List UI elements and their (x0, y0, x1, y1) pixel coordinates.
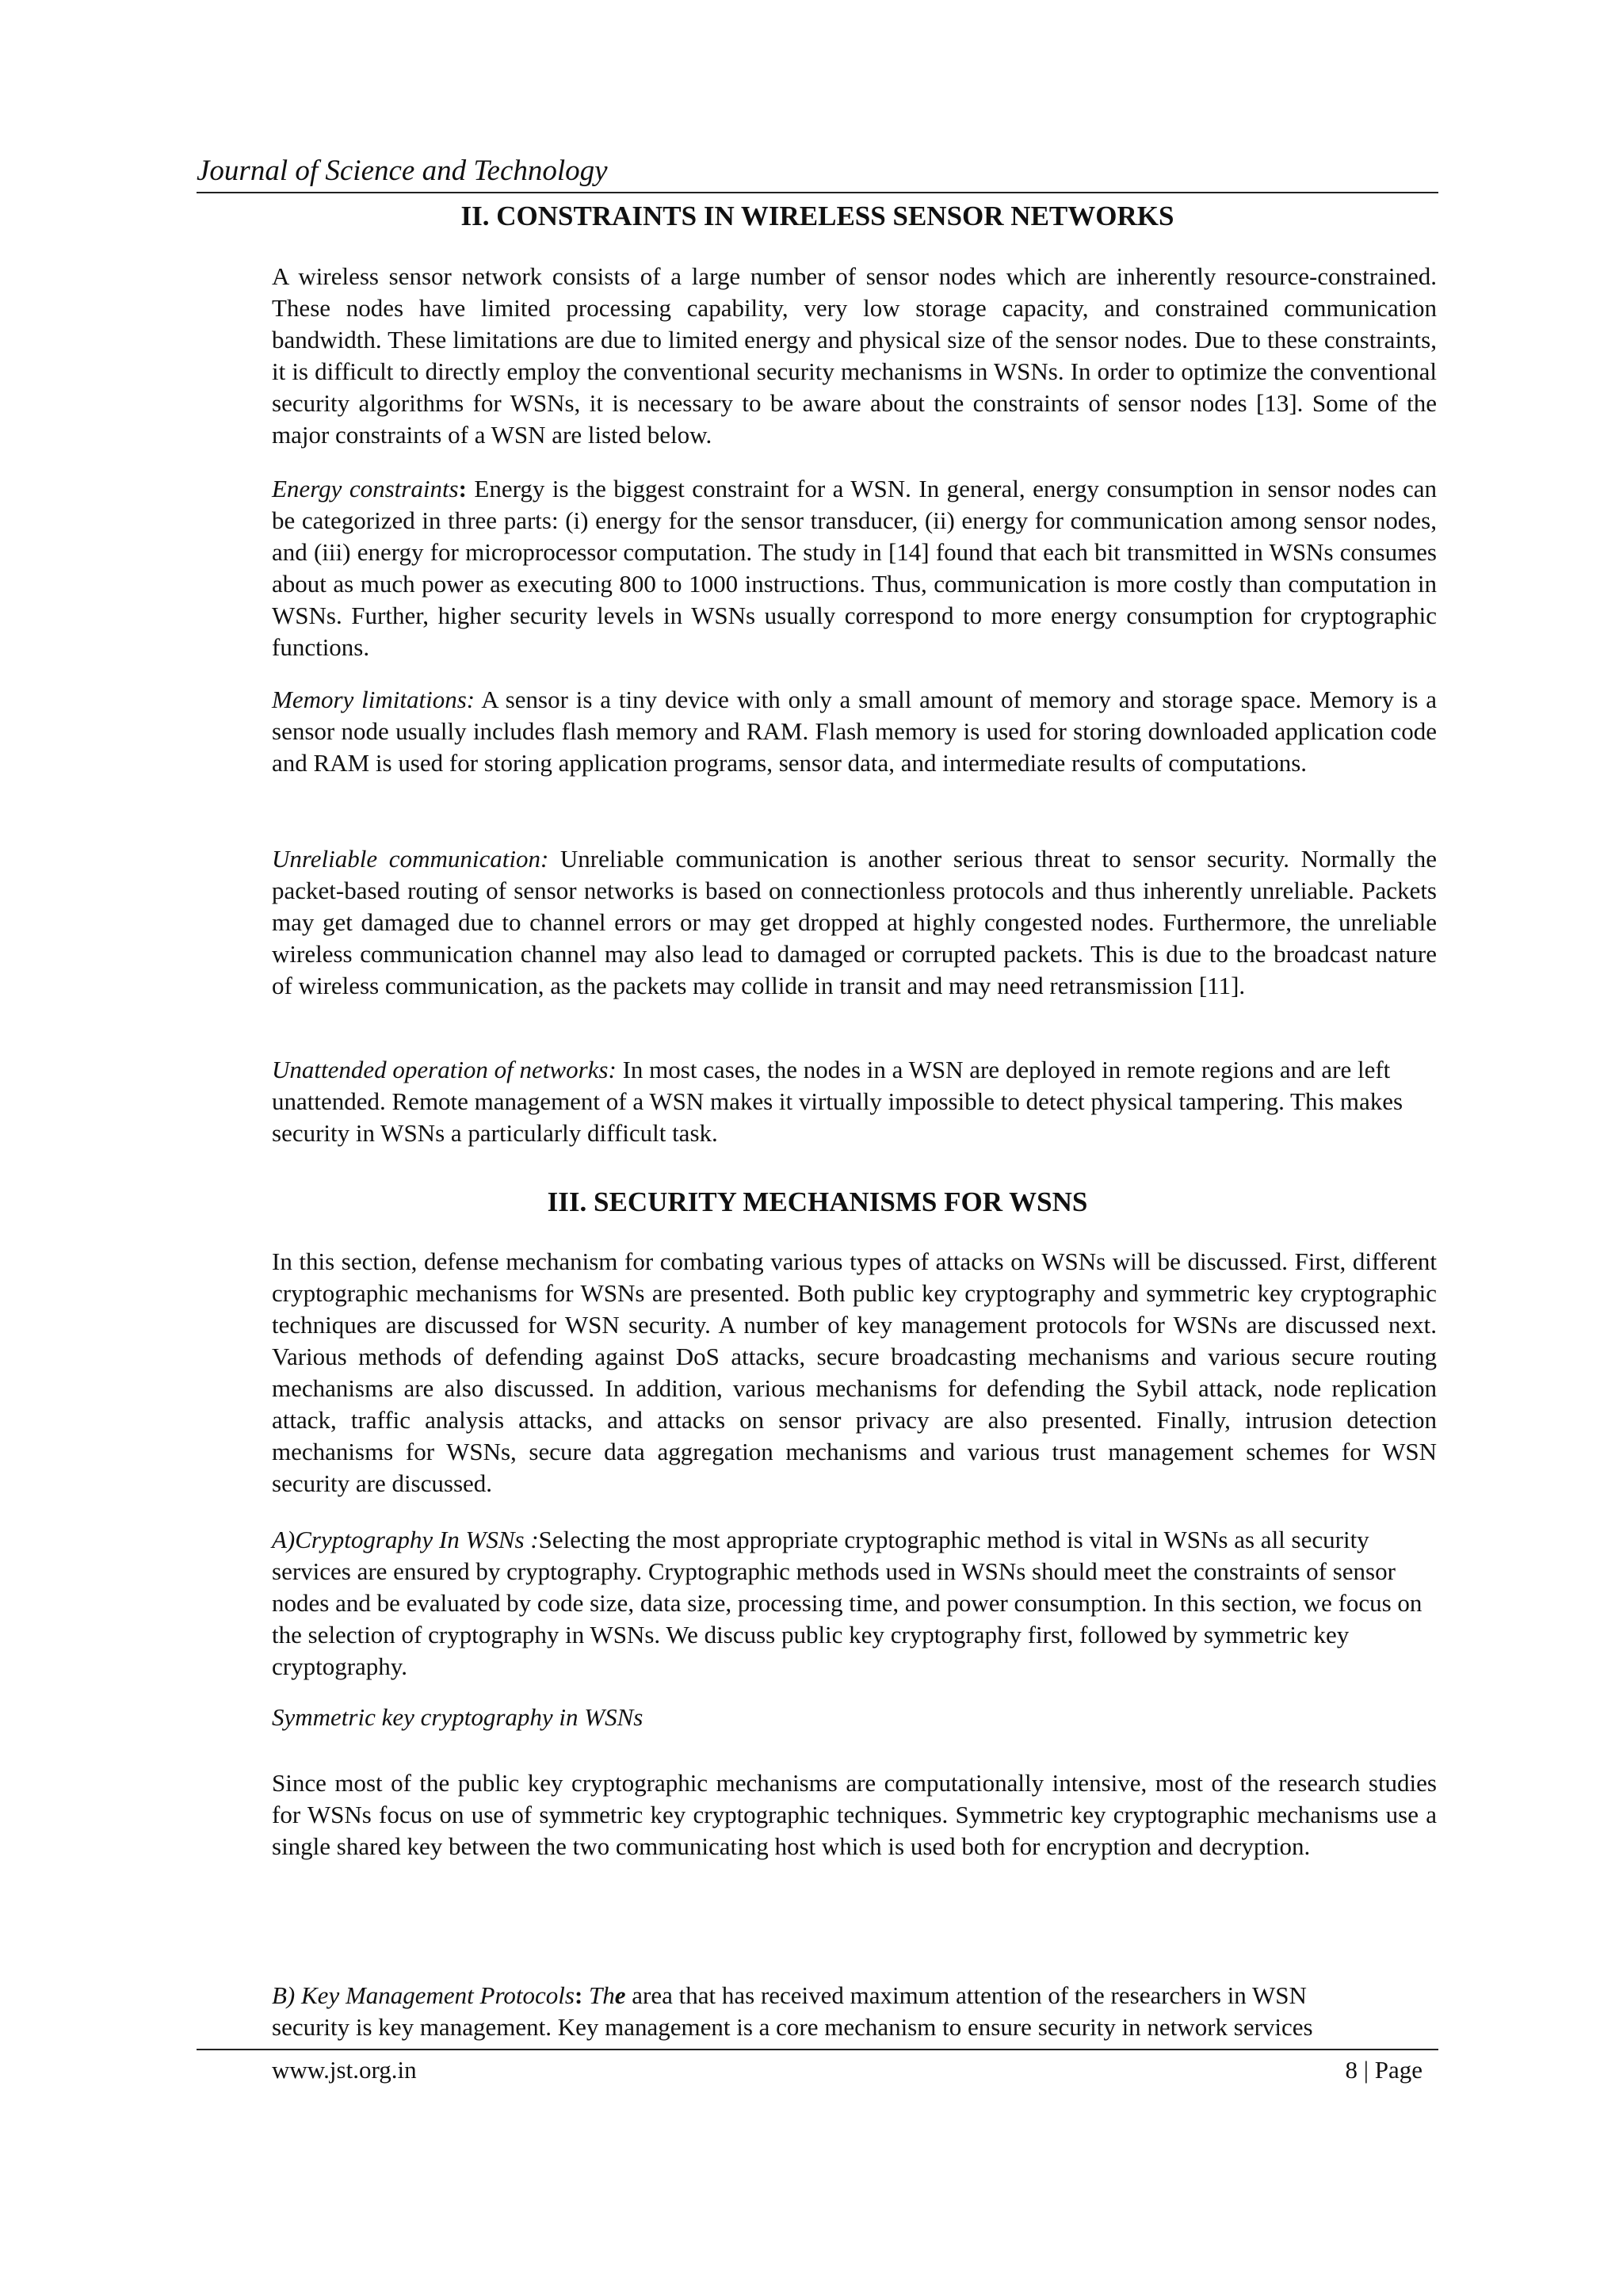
security-mechanisms-intro-paragraph: In this section, defense mechanism for combating various types of attacks on WSNs will be discussed. First, different cryptographic mechanisms for WSNs are presented. Both public key cryptography and symmetric key cryptographic techniques are discussed for WSN security. A number of key management protocols for WSNs are discussed next. Various methods of defending against DoS attacks, secure broadcasting mechanisms and various secure routing mechanisms are also discussed. In addition, various mechanisms for defending the Sybil attack, node replication attack, traffic analysis attacks, and attacks on sensor privacy are also presented. Finally, intrusion detection mechanisms for WSNs, secure data aggregation mechanisms and various trust management schemes for WSN security are discussed. (272, 1247, 1437, 1497)
symmetric-key-subheading (272, 1702, 1437, 1733)
key-management-colon: : (574, 1981, 583, 2009)
constraints-intro-paragraph: A wireless sensor network consists of a large number of sensor nodes which are inherently resource-constrained. These nodes have limited processing capability, very low storage capacity, and constrained communication bandwidth. These limitations are due to limited energy and physical size of the sensor nodes. Due to these constraints, it is difficult to directly employ the conventional security mechanisms in WSNs. In order to optimize the conventional security algorithms for WSNs, it is necessary to be aware about the constraints of sensor nodes [13]. Some of the major constraints of a WSN are listed below. (272, 262, 1437, 449)
energy-constraints-colon: : (458, 475, 467, 502)
unattended-operation-text: In most cases, the nodes in a WSN are deployed in remote regions and are left unattended. Remote management of a WSN makes it virtually impossible to detect physical tampering. This makes security in WSNs a particularly difficult task. (272, 1056, 1403, 1147)
unattended-operation-label: Unattended operation of networks: (272, 1056, 617, 1083)
footer-website: www.jst.org.in (272, 2056, 417, 2084)
header-rule (197, 192, 1438, 193)
energy-constraints-label: Energy constraints (272, 475, 459, 502)
key-management-paragraph (272, 1980, 1437, 2043)
key-management-the-end (615, 1981, 626, 2009)
section-3-heading: III. SECURITY MECHANISMS FOR WSNS (547, 1186, 1088, 1217)
section-2-heading: II. CONSTRAINTS IN WIRELESS SENSOR NETWORKS (460, 201, 1174, 231)
unreliable-communication-text: Unreliable communication is another serious threat to sensor security. Normally the packet-based routing of sensor networks is based on connectionless protocols and thus inherently unreliable. Packets may get damaged due to channel errors or may get dropped at highly congested nodes. Furthermore, the unreliable wireless communication channel may also lead to damaged or corrupted packets. This is due to the broadcast nature of wireless communication, as the packets may collide in transit and may need retransmission [11]. (272, 845, 1437, 999)
unreliable-communication-paragraph (272, 843, 1437, 1002)
key-management-line-1: area that has received maximum attention of the researchers in WSN (625, 1981, 1307, 2009)
footer-page-number: 8 | Page (1345, 2056, 1423, 2084)
energy-constraints-paragraph (272, 473, 1437, 663)
symmetric-key-paragraph: Since most of the public key cryptographic mechanisms are computationally intensive, most of the research studies for WSNs focus on use of symmetric key cryptographic techniques. Symmetric key cryptographic mechanisms use a single shared key between the two communicating host which is used both for encryption and decryption. (272, 1769, 1437, 1860)
key-management-the-end-letter: e (614, 1981, 626, 2009)
memory-limitations-label: Memory limitations: (272, 686, 475, 713)
cryptography-text: Selecting the most appropriate cryptographic method is vital in WSNs as all security services are ensured by cryptography. Cryptographic methods used in WSNs should meet the constraints of sensor nodes and be evaluated by code size, data size, processing time, and power consumption. In this section, we focus on the selection of cryptography in WSNs. We discuss public key cryptography first, followed by symmetric key cryptography. (272, 1526, 1423, 1680)
key-management-the-start: Th (582, 1981, 615, 2009)
memory-limitations-text: A sensor is a tiny device with only a small amount of memory and storage space. Memory is a sensor node usually includes flash memory and RAM. Flash memory is used for storing downloaded application code and RAM is used for storing application programs, sensor data, and intermediate results of computations. (272, 686, 1438, 777)
unattended-operation-paragraph (272, 1054, 1437, 1149)
memory-limitations-paragraph (272, 684, 1437, 779)
unreliable-communication-label: Unreliable communication: (272, 845, 549, 873)
key-management-label: B) Key Management Protocols (272, 1981, 575, 2009)
symmetric-key-subheading-text: Symmetric key cryptography in WSNs (272, 1703, 643, 1731)
cryptography-label: A)Cryptography In WSNs : (272, 1526, 539, 1553)
journal-title: Journal of Science and Technology (197, 155, 608, 187)
key-management-line-2: security is key management. Key management is a core mechanism to ensure security in network services (272, 2013, 1313, 2041)
footer-rule (197, 2049, 1438, 2050)
cryptography-paragraph (272, 1524, 1437, 1683)
energy-constraints-text: Energy is the biggest constraint for a WSN. In general, energy consumption in sensor nodes can be categorized in three parts: (i) energy for the sensor transducer, (ii) energy for communication among sensor nodes, and (iii) energy for microprocessor computation. The study in [14] found that each bit transmitted in WSNs consumes about as much power as executing 800 to 1000 instructions. Thus, communication is more costly than computation in WSNs. Further, higher security levels in WSNs usually correspond to more energy consumption for cryptographic functions. (272, 475, 1437, 661)
